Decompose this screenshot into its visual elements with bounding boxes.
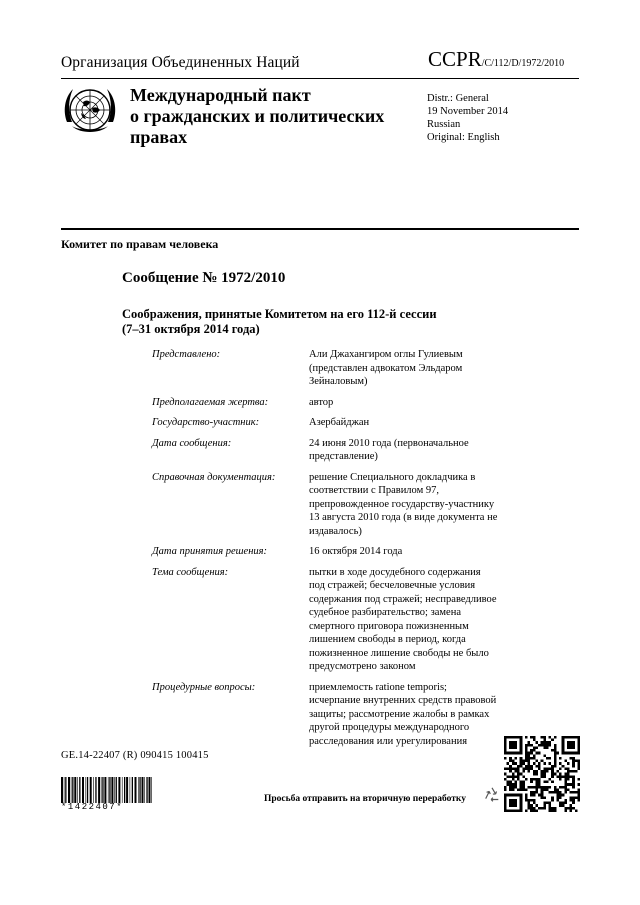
detail-label: Справочная документация: <box>152 471 276 483</box>
detail-value-line: автор <box>309 396 334 408</box>
detail-row <box>152 396 542 410</box>
detail-row <box>152 471 542 539</box>
detail-value-line: смертного приговора пожизненным <box>309 620 469 632</box>
document-title-line: о гражданских и политических <box>130 106 385 126</box>
detail-value-line: расследования или урегулирования <box>309 735 468 747</box>
detail-label: Дата сообщения: <box>152 437 232 449</box>
detail-label: Государство-участник: <box>152 417 260 428</box>
document-language: Russian <box>427 119 461 130</box>
detail-value-line: Азербайджан <box>309 417 370 428</box>
detail-row <box>152 545 542 559</box>
detail-value-line: приемлемость ratione temporis; <box>309 681 447 693</box>
detail-label: Тема сообщения: <box>152 566 229 578</box>
committee-name: Комитет по правам человека <box>61 237 219 251</box>
detail-value-line: решение Специального докладчика в <box>309 471 476 483</box>
detail-value-line: 16 октября 2014 года <box>309 546 403 557</box>
detail-value <box>309 545 531 559</box>
detail-value <box>309 348 531 389</box>
detail-value-line: защиты; рассмотрение жалобы в рамках <box>309 708 490 720</box>
detail-value-line: пожизненное лишение свободы не было <box>309 647 489 659</box>
detail-value-line: 13 августа 2010 года (в виде документа не <box>309 512 498 523</box>
document-title-line: Международный пакт <box>130 85 311 105</box>
detail-label: Дата принятия решения: <box>152 546 268 557</box>
detail-value-line: судебное разбирательство; замена <box>309 607 461 618</box>
distribution-type: Distr.: General <box>427 93 489 104</box>
views-heading-line: (7–31 октября 2014 года) <box>122 322 260 336</box>
distribution-block <box>427 92 508 144</box>
recycle-icon <box>483 786 501 804</box>
document-title-line: правах <box>130 127 188 147</box>
detail-value <box>309 396 531 410</box>
detail-value-line: соответствии с Правилом 97, <box>309 485 439 496</box>
detail-value <box>309 471 531 539</box>
detail-value-line: Али Джахангиром оглы Гулиевым <box>309 349 463 360</box>
detail-value-line: 24 июня 2010 года (первоначальное <box>309 437 469 449</box>
detail-value-line: (представлен адвокатом Эльдаром <box>309 362 463 374</box>
views-heading <box>122 307 437 337</box>
barcode-icon <box>61 777 153 803</box>
document-symbol-main: CCPR <box>428 47 482 71</box>
detail-row <box>152 416 542 430</box>
detail-value-line: предусмотрено законом <box>309 661 416 672</box>
detail-row <box>152 437 542 464</box>
detail-value-line: лишением свободы в период, когда <box>309 634 466 645</box>
document-title <box>130 85 384 148</box>
qr-code-icon <box>504 736 580 812</box>
title-rule <box>61 228 579 230</box>
detail-value-line: другой процедуры международного <box>309 722 470 733</box>
document-symbol <box>428 47 564 72</box>
organization-name: Организация Объединенных Наций <box>61 54 300 71</box>
detail-value-line: представление) <box>309 451 378 462</box>
detail-row <box>152 681 542 749</box>
barcode-digits: *1422407* <box>61 802 124 812</box>
detail-label: Предполагаемая жертва: <box>152 396 269 408</box>
detail-value-line: под стражей; бесчеловечные условия <box>309 580 476 591</box>
detail-value-line: издавалось) <box>309 525 362 537</box>
detail-value <box>309 681 531 749</box>
views-heading-line: Соображения, принятые Комитетом на его 112-й сессии <box>122 307 437 321</box>
header-rule <box>61 78 579 79</box>
detail-label: Представлено: <box>152 349 221 360</box>
detail-row <box>152 348 542 389</box>
original-language: Original: English <box>427 132 500 143</box>
detail-value-line: препровожденное государству-участнику <box>309 498 495 510</box>
detail-label: Процедурные вопросы: <box>152 681 256 693</box>
communication-details <box>152 348 542 755</box>
job-number: GE.14-22407 (R) 090415 100415 <box>61 750 209 761</box>
un-emblem-icon <box>61 82 119 140</box>
communication-number: Сообщение № 1972/2010 <box>122 270 286 286</box>
detail-row <box>152 566 542 674</box>
detail-value-line: Зейналовым) <box>309 376 368 387</box>
document-date: 19 November 2014 <box>427 106 509 117</box>
document-symbol-sub: /C/112/D/1972/2010 <box>481 58 565 69</box>
detail-value <box>309 437 531 464</box>
detail-value-line: пытки в ходе досудебного содержания <box>309 566 481 578</box>
detail-value-line: содержания под стражей; несправедливое <box>309 593 497 605</box>
detail-value <box>309 566 531 674</box>
recycle-notice: Просьба отправить на вторичную переработку <box>264 794 466 804</box>
detail-value <box>309 416 531 430</box>
detail-value-line: исчерпание внутренних средств правовой <box>309 695 497 706</box>
